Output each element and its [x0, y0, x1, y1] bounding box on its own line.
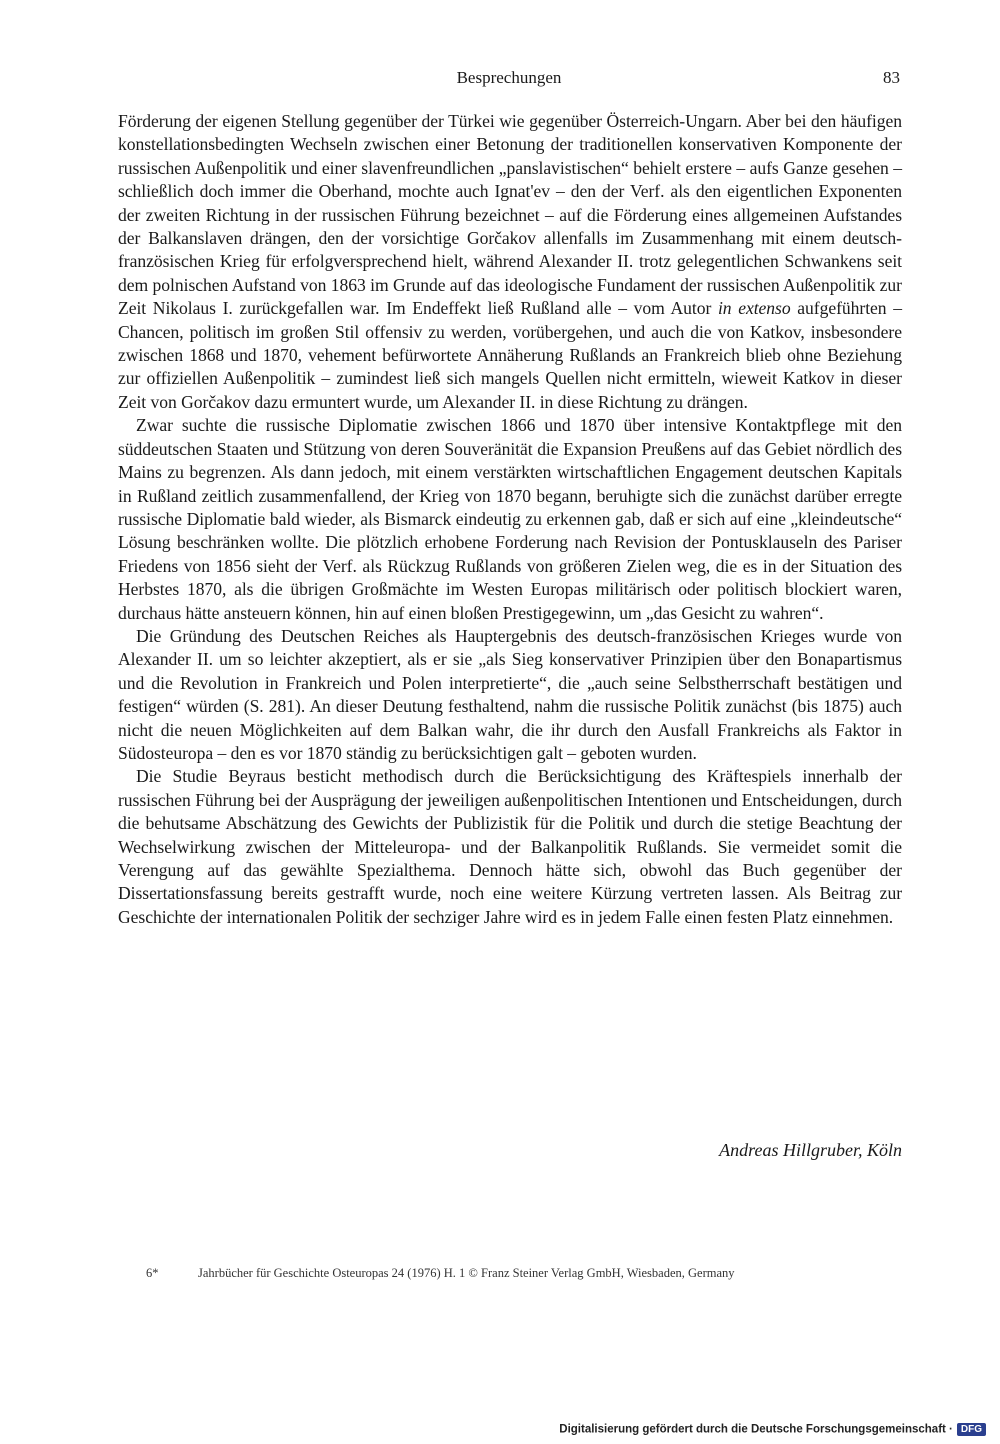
paragraph-3: Die Gründung des Deutschen Reiches als Hauptergebnis des deutsch-französischen Krieges wurde von Alexander II. um so leichter akzeptiert, als er sie „als Sieg konservativer Prinzipien über den Bonapartismus und die Revolution in Frankreich und Polen interpretierte“, die „auch seine Selbstherrschaft bestätigen und festigen“ würden (S. 281). An dieser Deutung festhaltend, nahm die russische Politik zunächst (bis 1875) auch nicht die neuen Möglichkeiten auf dem Balkan wahr, die ihr durch den Ausfall Frankreichs als Faktor in Südosteuropa – den es vor 1870 ständig zu berücksichtigen galt – geboten wurden.: [118, 625, 902, 763]
paragraph-4: Die Studie Beyraus besticht methodisch durch die Berücksichtigung des Kräftespiels innerhalb der russischen Führung bei der Ausprägung der jeweiligen außenpolitischen Intentionen und Entscheidungen, durch die behutsame Abschätzung des Gewichts der Publizistik für die Politik und durch die stetige Beachtung der Wechselwirkung zwischen der Mitteleuropa- und der Balkanpolitik Rußlands. Sie vermeidet somit die Verengung auf das gewählte Spezialthema. Dennoch hätte sich, obwohl das Buch gegenüber der Dissertationsfassung bereits gestrafft wurde, noch eine weitere Kürzung vertreten lassen. Als Beitrag zur Geschichte der internationalen Politik der sechziger Jahre wird es in jedem Falle einen festen Platz einnehmen.: [118, 766, 902, 927]
paragraph-2: Zwar suchte die russische Diplomatie zwischen 1866 und 1870 über intensive Kontaktpflege mit den süddeutschen Staaten und Stützung von deren Souveränität die Expansion Preußens auf das Gebiet nördlich des Mains zu begrenzen. Als dann jedoch, mit einem verstärkten wirtschaftlichen Engagement deutschen Kapitals in Rußland zeitlich zusammenfallend, der Krieg von 1870 begann, beruhigte sich die zunächst darüber erregte russische Diplomatie bald wieder, als Bismarck eindeutig zu erkennen gab, daß er sich auf eine „kleindeutsche“ Lösung beschränken wollte. Die plötzlich erhobene Forderung nach Revision der Pontusklauseln des Pariser Friedens von 1856 sieht der Verf. als Rückzug Rußlands von größeren Zielen weg, die es in der Situation des Herbstes 1870, als die übrigen Großmächte im Westen Europas militärisch oder politisch blockiert waren, durchaus hätte ansteuern können, hin auf einen bloßen Prestigegewinn, um „das Gesicht zu wahren“.: [118, 415, 902, 623]
journal-citation: Jahrbücher für Geschichte Osteuropas 24 (1976) H. 1 © Franz Steiner Verlag GmbH, Wiesbaden, Germany: [198, 1266, 735, 1280]
dfg-credit-text: Digitalisierung gefördert durch die Deutsche Forschungsgemeinschaft ·: [559, 1423, 953, 1436]
author-signature: Andreas Hillgruber, Köln: [719, 1140, 902, 1160]
review-body: [118, 110, 902, 929]
dfg-logo-icon: DFG: [957, 1423, 986, 1436]
running-title: Besprechungen: [456, 68, 562, 87]
paragraph-1-main: Förderung der eigenen Stellung gegenüber der Türkei wie gegenüber Österreich-Ungarn. Aber bei den häufigen konstellationsbedingten Wechseln zwischen einer Betonung der traditionellen konservativen Komponente der russischen Außenpolitik und einer slavenfreundlichen „panslavistischen“ behielt erstere – aufs Ganze gesehen – schließlich doch immer die Oberhand, mochte auch Ignat'ev – den der Verf. als den eigentlichen Exponenten der zweiten Richtung in der russischen Führung bezeichnet – auf die Förderung eines allgemeinen Aufstandes der Balkanslaven drängen, den der vorsichtige Gorčakov allenfalls im Zusammenhang mit einem deutsch-französischen Krieg für erfolgversprechend hielt, während Alexander II. trotz gelegentlichen Schwankens seit dem polnischen Aufstand von 1863 im Grunde auf das ideologische Fundament der russischen Außenpolitik zur Zeit Nikolaus I. zurückgefallen war. Im Endeffekt ließ Rußland alle – vom Autor: [118, 111, 902, 319]
page-header: [118, 64, 900, 94]
dfg-credit: [559, 1423, 986, 1436]
page-number: 83: [883, 68, 900, 87]
journal-footer: [146, 1266, 735, 1281]
paragraph-1-tail: aufgeführten – Chancen, politisch im großen Stil offensiv zu werden, vorübergehen, und auch die von Katkov, insbesondere zwischen 1868 und 1870, vehement befürwortete Annäherung Rußlands an Frankreich blieb ohne Beziehung zur offiziellen Außenpolitik – zumindest ließ sich mangels Quellen nicht ermitteln, wieweit Katkov in dieser Zeit von Gorčakov dazu ermuntert wurde, um Alexander II. in diese Richtung zu drängen.: [118, 298, 902, 412]
signature-mark: 6*: [146, 1266, 159, 1280]
italic-phrase: in extenso: [717, 298, 791, 319]
paragraph-1: [118, 110, 902, 414]
